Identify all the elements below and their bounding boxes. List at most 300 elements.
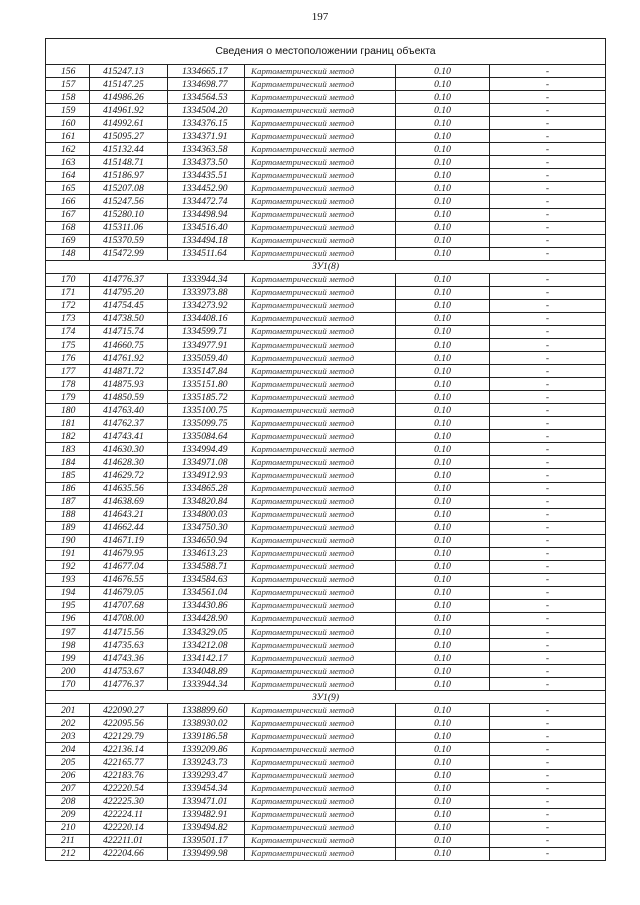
empty-cell: - bbox=[490, 834, 606, 847]
coord-y: 1339501.17 bbox=[168, 834, 245, 847]
coord-x: 415280.10 bbox=[90, 208, 168, 221]
delta-cell: 0.10 bbox=[396, 404, 490, 417]
method-cell: Картометрический метод bbox=[245, 626, 396, 639]
coord-y: 1334977.91 bbox=[168, 338, 245, 351]
method-cell: Картометрический метод bbox=[245, 808, 396, 821]
method-cell: Картометрический метод bbox=[245, 417, 396, 430]
point-number: 183 bbox=[46, 443, 90, 456]
point-number: 198 bbox=[46, 639, 90, 652]
coord-x: 414795.20 bbox=[90, 286, 168, 299]
point-number: 172 bbox=[46, 299, 90, 312]
point-number: 164 bbox=[46, 169, 90, 182]
empty-cell: - bbox=[490, 586, 606, 599]
method-cell: Картометрический метод bbox=[245, 482, 396, 495]
coord-x: 414677.04 bbox=[90, 560, 168, 573]
table-row bbox=[46, 299, 606, 312]
coord-y: 1334371.91 bbox=[168, 130, 245, 143]
coord-y: 1335100.75 bbox=[168, 404, 245, 417]
coord-y: 1334994.49 bbox=[168, 443, 245, 456]
coord-y: 1334142.17 bbox=[168, 652, 245, 665]
delta-cell: 0.10 bbox=[396, 443, 490, 456]
point-number: 202 bbox=[46, 717, 90, 730]
coord-y: 1334665.17 bbox=[168, 65, 245, 78]
boundary-table bbox=[45, 38, 606, 861]
method-cell: Картометрический метод bbox=[245, 352, 396, 365]
coord-x: 414762.37 bbox=[90, 417, 168, 430]
table-row bbox=[46, 704, 606, 717]
coord-x: 422220.54 bbox=[90, 782, 168, 795]
delta-cell: 0.10 bbox=[396, 417, 490, 430]
coord-x: 414763.40 bbox=[90, 404, 168, 417]
delta-cell: 0.10 bbox=[396, 756, 490, 769]
point-number: 200 bbox=[46, 665, 90, 678]
empty-cell: - bbox=[490, 234, 606, 247]
empty-cell: - bbox=[490, 195, 606, 208]
table-row bbox=[46, 65, 606, 78]
delta-cell: 0.10 bbox=[396, 717, 490, 730]
delta-cell: 0.10 bbox=[396, 273, 490, 286]
point-number: 212 bbox=[46, 847, 90, 860]
point-number: 195 bbox=[46, 599, 90, 612]
method-cell: Картометрический метод bbox=[245, 508, 396, 521]
point-number: 199 bbox=[46, 652, 90, 665]
method-cell: Картометрический метод bbox=[245, 378, 396, 391]
coord-x: 422129.79 bbox=[90, 730, 168, 743]
delta-cell: 0.10 bbox=[396, 456, 490, 469]
table-row bbox=[46, 117, 606, 130]
method-cell: Картометрический метод bbox=[245, 782, 396, 795]
point-number: 211 bbox=[46, 834, 90, 847]
empty-cell: - bbox=[490, 639, 606, 652]
coord-x: 414662.44 bbox=[90, 521, 168, 534]
coord-y: 1339186.58 bbox=[168, 730, 245, 743]
table-row bbox=[46, 195, 606, 208]
coord-y: 1334820.84 bbox=[168, 495, 245, 508]
coord-y: 1334588.71 bbox=[168, 560, 245, 573]
coord-x: 422095.56 bbox=[90, 717, 168, 730]
table-row bbox=[46, 273, 606, 286]
point-number: 169 bbox=[46, 234, 90, 247]
table-row bbox=[46, 91, 606, 104]
delta-cell: 0.10 bbox=[396, 495, 490, 508]
point-number: 160 bbox=[46, 117, 90, 130]
empty-cell: - bbox=[490, 626, 606, 639]
coord-x: 414992.61 bbox=[90, 117, 168, 130]
method-cell: Картометрический метод bbox=[245, 208, 396, 221]
method-cell: Картометрический метод bbox=[245, 769, 396, 782]
coord-x: 414635.56 bbox=[90, 482, 168, 495]
coord-y: 1334376.15 bbox=[168, 117, 245, 130]
coord-y: 1334329.05 bbox=[168, 626, 245, 639]
table-row bbox=[46, 665, 606, 678]
table-row bbox=[46, 782, 606, 795]
table-row bbox=[46, 756, 606, 769]
coord-y: 1333944.34 bbox=[168, 678, 245, 691]
point-number: 179 bbox=[46, 391, 90, 404]
coord-y: 1334494.18 bbox=[168, 234, 245, 247]
coord-x: 414628.30 bbox=[90, 456, 168, 469]
coord-x: 414671.19 bbox=[90, 534, 168, 547]
method-cell: Картометрический метод bbox=[245, 156, 396, 169]
coord-x: 414679.05 bbox=[90, 586, 168, 599]
method-cell: Картометрический метод bbox=[245, 182, 396, 195]
delta-cell: 0.10 bbox=[396, 91, 490, 104]
table-row bbox=[46, 769, 606, 782]
method-cell: Картометрический метод bbox=[245, 730, 396, 743]
table-row bbox=[46, 482, 606, 495]
empty-cell: - bbox=[490, 169, 606, 182]
empty-cell: - bbox=[490, 286, 606, 299]
point-number: 208 bbox=[46, 795, 90, 808]
coord-y: 1333973.88 bbox=[168, 286, 245, 299]
coord-x: 414676.55 bbox=[90, 573, 168, 586]
coord-x: 422183.76 bbox=[90, 769, 168, 782]
empty-cell: - bbox=[490, 704, 606, 717]
point-number: 188 bbox=[46, 508, 90, 521]
table-row bbox=[46, 430, 606, 443]
point-number: 174 bbox=[46, 325, 90, 338]
coord-y: 1334504.20 bbox=[168, 104, 245, 117]
coord-y: 1335151.80 bbox=[168, 378, 245, 391]
point-number: 204 bbox=[46, 743, 90, 756]
delta-cell: 0.10 bbox=[396, 795, 490, 808]
delta-cell: 0.10 bbox=[396, 847, 490, 860]
point-number: 175 bbox=[46, 338, 90, 351]
empty-cell: - bbox=[490, 273, 606, 286]
coord-x: 422225.30 bbox=[90, 795, 168, 808]
empty-cell: - bbox=[490, 430, 606, 443]
coord-y: 1334584.63 bbox=[168, 573, 245, 586]
method-cell: Картометрический метод bbox=[245, 469, 396, 482]
delta-cell: 0.10 bbox=[396, 169, 490, 182]
coord-y: 1339454.34 bbox=[168, 782, 245, 795]
empty-cell: - bbox=[490, 756, 606, 769]
method-cell: Картометрический метод bbox=[245, 195, 396, 208]
point-number: 178 bbox=[46, 378, 90, 391]
coord-x: 415148.71 bbox=[90, 156, 168, 169]
empty-cell: - bbox=[490, 325, 606, 338]
method-cell: Картометрический метод bbox=[245, 391, 396, 404]
coord-y: 1335147.84 bbox=[168, 365, 245, 378]
empty-cell: - bbox=[490, 612, 606, 625]
method-cell: Картометрический метод bbox=[245, 143, 396, 156]
method-cell: Картометрический метод bbox=[245, 404, 396, 417]
coord-x: 414629.72 bbox=[90, 469, 168, 482]
delta-cell: 0.10 bbox=[396, 482, 490, 495]
coord-x: 414961.92 bbox=[90, 104, 168, 117]
point-number: 205 bbox=[46, 756, 90, 769]
point-number: 156 bbox=[46, 65, 90, 78]
coord-y: 1339471.01 bbox=[168, 795, 245, 808]
table-row bbox=[46, 521, 606, 534]
point-number: 197 bbox=[46, 626, 90, 639]
method-cell: Картометрический метод bbox=[245, 104, 396, 117]
delta-cell: 0.10 bbox=[396, 182, 490, 195]
table-row bbox=[46, 312, 606, 325]
coord-x: 414715.74 bbox=[90, 325, 168, 338]
empty-cell: - bbox=[490, 391, 606, 404]
method-cell: Картометрический метод bbox=[245, 325, 396, 338]
table-row bbox=[46, 208, 606, 221]
coord-y: 1334511.64 bbox=[168, 247, 245, 260]
empty-cell: - bbox=[490, 456, 606, 469]
empty-cell: - bbox=[490, 821, 606, 834]
coord-y: 1339499.98 bbox=[168, 847, 245, 860]
point-number: 168 bbox=[46, 221, 90, 234]
section-row bbox=[46, 691, 606, 704]
coord-x: 415132.44 bbox=[90, 143, 168, 156]
empty-cell: - bbox=[490, 338, 606, 351]
point-number: 206 bbox=[46, 769, 90, 782]
coord-y: 1334273.92 bbox=[168, 299, 245, 312]
coord-x: 415147.25 bbox=[90, 78, 168, 91]
method-cell: Картометрический метод bbox=[245, 573, 396, 586]
empty-cell: - bbox=[490, 65, 606, 78]
table-row bbox=[46, 286, 606, 299]
table-row bbox=[46, 612, 606, 625]
delta-cell: 0.10 bbox=[396, 769, 490, 782]
table-row bbox=[46, 352, 606, 365]
point-number: 159 bbox=[46, 104, 90, 117]
coord-x: 414630.30 bbox=[90, 443, 168, 456]
coord-y: 1339209.86 bbox=[168, 743, 245, 756]
point-number: 167 bbox=[46, 208, 90, 221]
coord-x: 414753.67 bbox=[90, 665, 168, 678]
coord-x: 414715.56 bbox=[90, 626, 168, 639]
empty-cell: - bbox=[490, 665, 606, 678]
point-number: 180 bbox=[46, 404, 90, 417]
coord-y: 1339243.73 bbox=[168, 756, 245, 769]
delta-cell: 0.10 bbox=[396, 782, 490, 795]
delta-cell: 0.10 bbox=[396, 743, 490, 756]
point-number: 194 bbox=[46, 586, 90, 599]
coord-y: 1334452.90 bbox=[168, 182, 245, 195]
table-row bbox=[46, 325, 606, 338]
method-cell: Картометрический метод bbox=[245, 130, 396, 143]
method-cell: Картометрический метод bbox=[245, 234, 396, 247]
delta-cell: 0.10 bbox=[396, 378, 490, 391]
table-row bbox=[46, 443, 606, 456]
delta-cell: 0.10 bbox=[396, 534, 490, 547]
delta-cell: 0.10 bbox=[396, 195, 490, 208]
coord-x: 414871.72 bbox=[90, 365, 168, 378]
coord-y: 1334912.93 bbox=[168, 469, 245, 482]
point-number: 201 bbox=[46, 704, 90, 717]
delta-cell: 0.10 bbox=[396, 156, 490, 169]
point-number: 196 bbox=[46, 612, 90, 625]
empty-cell: - bbox=[490, 404, 606, 417]
delta-cell: 0.10 bbox=[396, 299, 490, 312]
delta-cell: 0.10 bbox=[396, 286, 490, 299]
method-cell: Картометрический метод bbox=[245, 247, 396, 260]
coord-x: 415247.56 bbox=[90, 195, 168, 208]
coord-x: 414679.95 bbox=[90, 547, 168, 560]
coord-y: 1334971.08 bbox=[168, 456, 245, 469]
method-cell: Картометрический метод bbox=[245, 117, 396, 130]
table-row bbox=[46, 130, 606, 143]
table-header-row bbox=[46, 39, 606, 65]
method-cell: Картометрический метод bbox=[245, 743, 396, 756]
point-number: 189 bbox=[46, 521, 90, 534]
coord-y: 1334363.58 bbox=[168, 143, 245, 156]
coord-y: 1334498.94 bbox=[168, 208, 245, 221]
method-cell: Картометрический метод bbox=[245, 756, 396, 769]
table-row bbox=[46, 808, 606, 821]
empty-cell: - bbox=[490, 443, 606, 456]
method-cell: Картометрический метод bbox=[245, 273, 396, 286]
point-number: 163 bbox=[46, 156, 90, 169]
delta-cell: 0.10 bbox=[396, 730, 490, 743]
delta-cell: 0.10 bbox=[396, 104, 490, 117]
method-cell: Картометрический метод bbox=[245, 521, 396, 534]
method-cell: Картометрический метод bbox=[245, 456, 396, 469]
coord-y: 1334373.50 bbox=[168, 156, 245, 169]
coord-y: 1338930.02 bbox=[168, 717, 245, 730]
coord-x: 414743.41 bbox=[90, 430, 168, 443]
coord-x: 415472.99 bbox=[90, 247, 168, 260]
delta-cell: 0.10 bbox=[396, 78, 490, 91]
point-number: 162 bbox=[46, 143, 90, 156]
table-row bbox=[46, 378, 606, 391]
empty-cell: - bbox=[490, 469, 606, 482]
empty-cell: - bbox=[490, 795, 606, 808]
delta-cell: 0.10 bbox=[396, 117, 490, 130]
coord-x: 422211.01 bbox=[90, 834, 168, 847]
method-cell: Картометрический метод bbox=[245, 312, 396, 325]
delta-cell: 0.10 bbox=[396, 130, 490, 143]
coord-y: 1334561.04 bbox=[168, 586, 245, 599]
empty-cell: - bbox=[490, 847, 606, 860]
coord-x: 415186.97 bbox=[90, 169, 168, 182]
table-row bbox=[46, 495, 606, 508]
coord-y: 1334516.40 bbox=[168, 221, 245, 234]
point-number: 176 bbox=[46, 352, 90, 365]
empty-cell: - bbox=[490, 299, 606, 312]
coord-y: 1334750.30 bbox=[168, 521, 245, 534]
empty-cell: - bbox=[490, 769, 606, 782]
table-row bbox=[46, 247, 606, 260]
coord-x: 414875.93 bbox=[90, 378, 168, 391]
method-cell: Картометрический метод bbox=[245, 547, 396, 560]
point-number: 187 bbox=[46, 495, 90, 508]
point-number: 182 bbox=[46, 430, 90, 443]
table-row bbox=[46, 639, 606, 652]
empty-cell: - bbox=[490, 521, 606, 534]
table-row bbox=[46, 560, 606, 573]
empty-cell: - bbox=[490, 78, 606, 91]
coord-y: 1334212.08 bbox=[168, 639, 245, 652]
point-number: 185 bbox=[46, 469, 90, 482]
point-number: 190 bbox=[46, 534, 90, 547]
table-row bbox=[46, 156, 606, 169]
empty-cell: - bbox=[490, 182, 606, 195]
coord-x: 414761.92 bbox=[90, 352, 168, 365]
empty-cell: - bbox=[490, 91, 606, 104]
coord-x: 415247.13 bbox=[90, 65, 168, 78]
delta-cell: 0.10 bbox=[396, 586, 490, 599]
point-number: 193 bbox=[46, 573, 90, 586]
method-cell: Картометрический метод bbox=[245, 299, 396, 312]
point-number: 157 bbox=[46, 78, 90, 91]
delta-cell: 0.10 bbox=[396, 821, 490, 834]
method-cell: Картометрический метод bbox=[245, 365, 396, 378]
coord-y: 1334698.77 bbox=[168, 78, 245, 91]
table-row bbox=[46, 104, 606, 117]
empty-cell: - bbox=[490, 743, 606, 756]
point-number: 166 bbox=[46, 195, 90, 208]
point-number: 207 bbox=[46, 782, 90, 795]
method-cell: Картометрический метод bbox=[245, 821, 396, 834]
point-number: 191 bbox=[46, 547, 90, 560]
method-cell: Картометрический метод bbox=[245, 665, 396, 678]
empty-cell: - bbox=[490, 717, 606, 730]
method-cell: Картометрический метод bbox=[245, 430, 396, 443]
point-number: 170 bbox=[46, 273, 90, 286]
point-number: 203 bbox=[46, 730, 90, 743]
coord-x: 414638.69 bbox=[90, 495, 168, 508]
coord-y: 1334599.71 bbox=[168, 325, 245, 338]
empty-cell: - bbox=[490, 599, 606, 612]
method-cell: Картометрический метод bbox=[245, 286, 396, 299]
point-number: 158 bbox=[46, 91, 90, 104]
table-row bbox=[46, 508, 606, 521]
coord-y: 1338899.60 bbox=[168, 704, 245, 717]
empty-cell: - bbox=[490, 482, 606, 495]
method-cell: Картометрический метод bbox=[245, 652, 396, 665]
page-number: 197 bbox=[311, 11, 329, 23]
delta-cell: 0.10 bbox=[396, 365, 490, 378]
delta-cell: 0.10 bbox=[396, 560, 490, 573]
delta-cell: 0.10 bbox=[396, 547, 490, 560]
table-row bbox=[46, 143, 606, 156]
coord-x: 415311.06 bbox=[90, 221, 168, 234]
table-row bbox=[46, 795, 606, 808]
table-row bbox=[46, 534, 606, 547]
coord-y: 1334435.51 bbox=[168, 169, 245, 182]
coord-y: 1335185.72 bbox=[168, 391, 245, 404]
coord-x: 422220.14 bbox=[90, 821, 168, 834]
point-number: 181 bbox=[46, 417, 90, 430]
delta-cell: 0.10 bbox=[396, 352, 490, 365]
method-cell: Картометрический метод bbox=[245, 65, 396, 78]
coord-x: 422136.14 bbox=[90, 743, 168, 756]
table-row bbox=[46, 391, 606, 404]
table-row bbox=[46, 573, 606, 586]
table-row bbox=[46, 678, 606, 691]
coord-y: 1339494.82 bbox=[168, 821, 245, 834]
delta-cell: 0.10 bbox=[396, 521, 490, 534]
delta-cell: 0.10 bbox=[396, 678, 490, 691]
table-row bbox=[46, 586, 606, 599]
empty-cell: - bbox=[490, 208, 606, 221]
empty-cell: - bbox=[490, 508, 606, 521]
empty-cell: - bbox=[490, 417, 606, 430]
empty-cell: - bbox=[490, 221, 606, 234]
coord-y: 1334408.16 bbox=[168, 312, 245, 325]
delta-cell: 0.10 bbox=[396, 808, 490, 821]
table-row bbox=[46, 626, 606, 639]
method-cell: Картометрический метод bbox=[245, 338, 396, 351]
section-row bbox=[46, 260, 606, 273]
table-row bbox=[46, 834, 606, 847]
table-row bbox=[46, 365, 606, 378]
method-cell: Картометрический метод bbox=[245, 495, 396, 508]
delta-cell: 0.10 bbox=[396, 508, 490, 521]
coord-x: 414776.37 bbox=[90, 678, 168, 691]
empty-cell: - bbox=[490, 573, 606, 586]
empty-cell: - bbox=[490, 495, 606, 508]
table-row bbox=[46, 743, 606, 756]
